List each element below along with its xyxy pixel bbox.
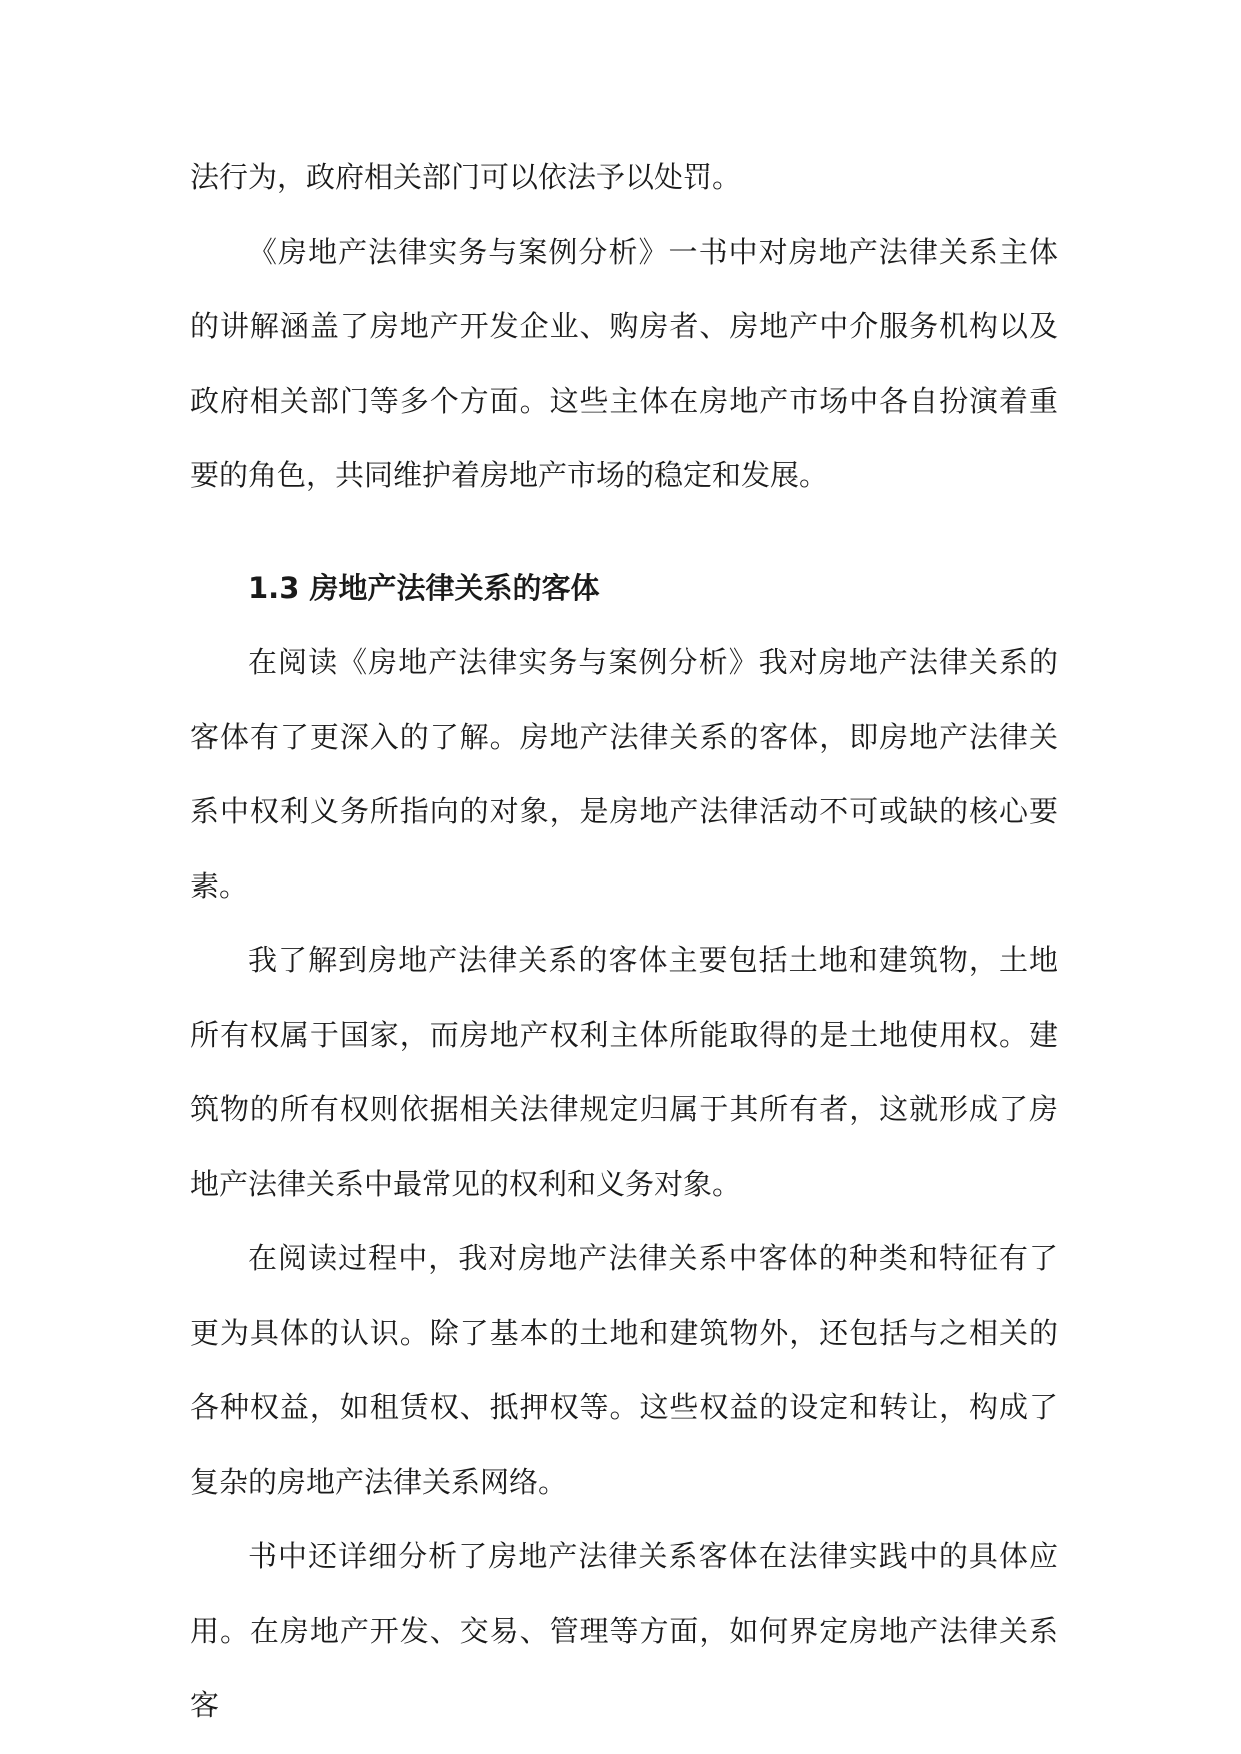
paragraph-object-intro: 在阅读《房地产法律实务与案例分析》我对房地产法律关系的客体有了更深入的了解。房地产法律关系的客体，即房地产法律关系中权利义务所指向的对象，是房地产法律活动不可或缺的核心要素。: [190, 645, 1058, 903]
paragraph-summary: 《房地产法律实务与案例分析》一书中对房地产法律关系主体的讲解涵盖了房地产开发企业、购房者、房地产中介服务机构以及政府相关部门等多个方面。这些主体在房地产市场中各自扮演着重要的角色，共同维护着房地产市场的稳定和发展。: [190, 234, 1058, 492]
paragraph-object-types: 在阅读过程中，我对房地产法律关系中客体的种类和特征有了更为具体的认识。除了基本的土地和建筑物外，还包括与之相关的各种权益，如租赁权、抵押权等。这些权益的设定和转让，构成了复杂的房地产法律关系网络。: [190, 1241, 1058, 1499]
paragraph-land-buildings: 我了解到房地产法律关系的客体主要包括土地和建筑物，土地所有权属于国家，而房地产权利主体所能取得的是土地使用权。建筑物的所有权则依据相关法律规定归属于其所有者，这就形成了房地产法律关系中最常见的权利和义务对象。: [190, 943, 1058, 1201]
document-body: [190, 140, 1058, 1743]
paragraph-practice: 书中还详细分析了房地产法律关系客体在法律实践中的具体应用。在房地产开发、交易、管理等方面，如何界定房地产法律关系客: [190, 1539, 1058, 1722]
section-heading: 1.3 房地产法律关系的客体: [248, 570, 600, 605]
paragraph-continuation: 法行为，政府相关部门可以依法予以处罚。: [190, 160, 742, 194]
